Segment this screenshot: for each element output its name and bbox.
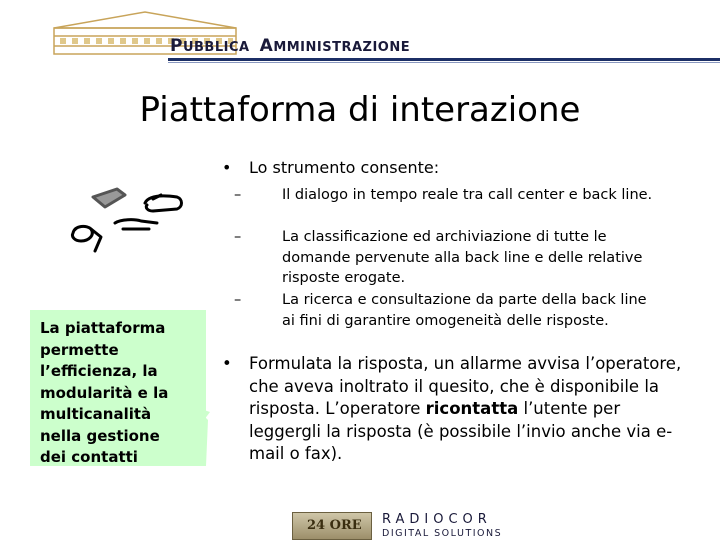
header-rule	[168, 58, 720, 61]
callout-text: La piattaforma permette l’efficienza, la modularità e la multicanalità nella gestione dei contatti	[40, 319, 169, 466]
bullet-marker: •	[222, 354, 232, 373]
dash-marker: –	[234, 292, 242, 308]
bullet-text: Formulata la risposta, un allarme avvisa l’operatore, che aveva inoltrato il quesito, che è disponibile la risposta. L’operatore ricontatta l’utente per leggergli la risposta (è possibile l’invio anche via e-mail o fax).	[249, 354, 682, 463]
dash-marker: –	[234, 229, 242, 245]
brand-title: PUBBLICA AMMINISTRAZIONE	[170, 36, 411, 56]
header-rule-thin	[168, 62, 720, 63]
header	[0, 0, 720, 75]
bullet-marker: •	[222, 158, 232, 177]
sole24ore-logo: 24 ORE	[292, 512, 372, 540]
emphasis-text: ricontatta	[425, 399, 519, 418]
pointing-hand-icon	[65, 185, 185, 265]
slide-title: Piattaforma di interazione	[139, 90, 581, 130]
company-tagline: DIGITAL SOLUTIONS	[382, 528, 503, 539]
company-name: RADIOCOR	[382, 512, 492, 527]
dash-marker: –	[234, 187, 242, 203]
